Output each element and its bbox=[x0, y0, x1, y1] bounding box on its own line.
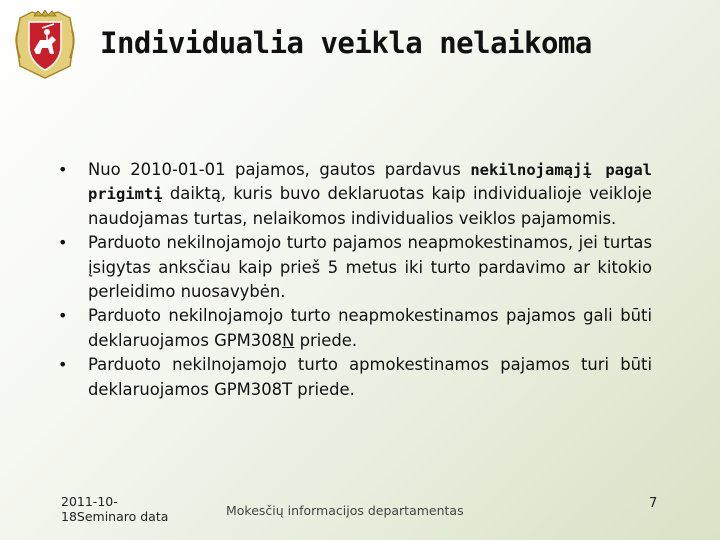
bold-phrase: nekilnojamąjį pagal prigimtį bbox=[88, 161, 652, 204]
footer-date: 2011-10- 18Seminaro data bbox=[61, 494, 169, 524]
bullet-item: • Nuo 2010-01-01 pajamos, gautos pardavus nekilnojamąjį pagal prigimtį daiktą, kuris buvo deklaruotas kaip individualioje veikloje naudojamas turtas, nelaikomos individualios veiklos pajamomis. bbox=[58, 158, 652, 231]
bullet-list bbox=[58, 158, 652, 402]
coat-of-arms-logo-icon bbox=[12, 10, 78, 80]
slide-title: Individualia veikla nelaikoma bbox=[100, 26, 592, 60]
bullet-item: • Parduoto nekilnojamojo turto apmokestinamos pajamos turi būti deklaruojamos GPM308T priede. bbox=[58, 353, 652, 402]
page-number: 7 bbox=[649, 496, 658, 511]
underlined-letter: N bbox=[282, 330, 295, 350]
footer-department: Mokesčių informacijos departamentas bbox=[226, 503, 464, 518]
bullet-item: • Parduoto nekilnojamojo turto pajamos neapmokestinamos, jei turtas įsigytas anksčiau kaip prieš 5 metus iki turto pardavimo ar kitokio perleidimo nuosavybėn. bbox=[58, 231, 652, 304]
bullet-item: • Parduoto nekilnojamojo turto neapmokestinamos pajamos gali būti deklaruojamos GPM308N priede. bbox=[58, 304, 652, 353]
